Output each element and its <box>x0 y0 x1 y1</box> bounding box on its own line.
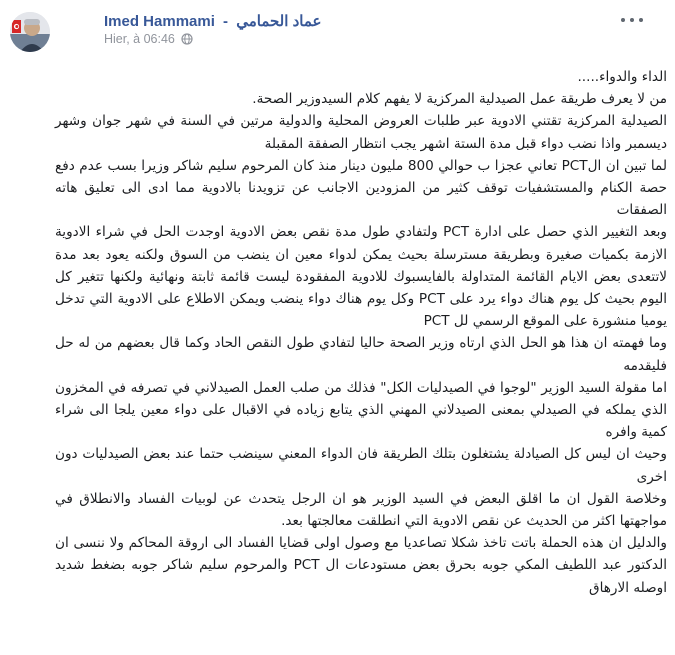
post-meta <box>104 32 193 46</box>
post-paragraph: من لا يعرف طريقة عمل الصيدلية المركزية لا يفهم كلام السيدوزير الصحة. <box>252 91 667 108</box>
post-timestamp[interactable]: Hier, à 06:46 <box>104 32 175 46</box>
author-name-latin[interactable]: Imed Hammami <box>104 13 215 30</box>
author-name[interactable] <box>104 12 321 30</box>
globe-icon[interactable] <box>181 33 193 45</box>
post-paragraph: وما فهمته ان هذا هو الحل الذي ارتاه وزير الصحة حاليا لتفادي طول النقص الحاد وكما قال بعضهم من له حل فليقدمه <box>55 335 667 374</box>
more-options-dot <box>621 18 625 22</box>
more-options-dot <box>630 18 634 22</box>
more-options-dot <box>639 18 643 22</box>
post-paragraph: وبعد التغيير الذي حصل على ادارة PCT ولتفادي طول مدة نقص بعض الادوية اوجدت الحل في شراء الادوية الازمة بكميات صغيرة وبطريقة مسترسلة بحيث يمكن لدواء معين ان ينضب من السوق ولكنه يعود بعد مدة لاتتعدى بعض الايام القائمة المتداولة بالفايسبوك للادوية المفقودة ليست قائمة ثابتة ونهائية ولكنها تتغير كل اليوم بحيث كل يوم هناك دواء يرد على PCT وكل يوم هناك دواء ينضب ويمكن الاطلاع على الادوية التي تدخل يوميا منشورة على الموقع الرسمي لل PCT <box>55 224 667 330</box>
author-name-arabic[interactable]: عماد الحمامي <box>236 13 322 30</box>
post-header <box>0 0 675 50</box>
avatar-image <box>10 12 50 52</box>
post-paragraph: وحيث ان ليس كل الصيادلة يشتغلون بتلك الطريقة فان الدواء المعني سينضب حتما عند بعض الصيدليات دون اخرى <box>55 446 667 485</box>
author-name-separator: - <box>223 13 229 30</box>
post-paragraph: والدليل ان هذه الحملة باتت تاخذ شكلا تصاعديا مع وصول اولى قضايا الفساد الى اروقة المحاكم ولا ننسى ان الدكتور عبد اللطيف المكي جوبه بحرق بعض مستودعات ال PCT والمرحوم سليم شاكر جوبه بضغط شديد اوصله الارهاق <box>55 535 667 596</box>
more-options-icon[interactable] <box>621 14 643 26</box>
avatar[interactable] <box>10 12 50 52</box>
post-paragraph: لما تبين ان الPCT تعاني عجزا ب حوالي 800 مليون دينار منذ كان المرحوم سليم شاكر وزيرا بسب عدم دفع حصة الكنام والمستشفيات توقف كثير من المزودين الاجانب عن تزويدنا بالادوية مما ادى الى تعليق هاته الصفقات <box>55 157 667 219</box>
post-text <box>55 66 667 599</box>
post-paragraph: وخلاصة القول ان ما اقلق البعض في السيد الوزير هو ان الرجل يتحدث عن لوبيات الفساد والانطلاق في مواجهتها اكثر من الحديث عن نقص الادوية التي انطلقت معالجتها بعد. <box>55 490 667 530</box>
post-paragraph: الصيدلية المركزية تقتني الادوية عبر طلبات العروض المحلية والدولية مرتين في السنة في شهر جوان وشهر ديسمبر واذا نضب دواء قبل مدة الستة اشهر يجب انتظار الصفقة المقبلة <box>55 113 667 152</box>
post-paragraph: اما مقولة السيد الوزير "لوجوا في الصيدليات الكل" فذلك من صلب العمل الصيدلاني في تصرفه في المخزون الذي يملكه في الصيدلي بمعنى الصيدلاني المهني الذي يتابع زياده في الاقبال على دواء معين يلجا الى شراء كمية وافره <box>55 379 667 441</box>
post-paragraph-title: الداء والدواء..... <box>577 69 667 85</box>
